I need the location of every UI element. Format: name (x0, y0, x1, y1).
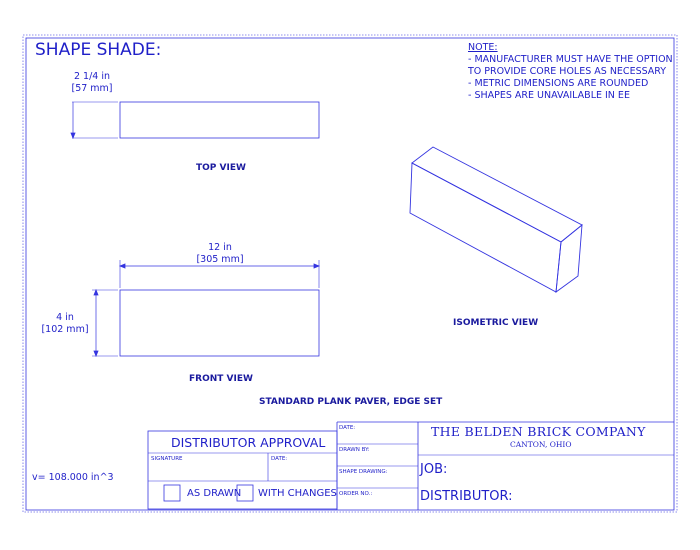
thickness-in: 2 1/4 in (73, 71, 111, 82)
as-drawn-label: AS DRAWN (187, 488, 242, 499)
shape-shade-title: SHAPE SHADE: (35, 40, 162, 60)
length-dimension (180, 242, 260, 266)
signature-label: SIGNATURE (151, 456, 183, 462)
volume-text: v= 108.000 in^3 (32, 472, 114, 483)
product-name: STANDARD PLANK PAVER, EDGE SET (259, 397, 443, 407)
note-line: - SHAPES ARE UNAVAILABLE IN EE (468, 90, 630, 101)
height-dim-arrow-bottom (94, 351, 98, 356)
order-no-label: ORDER NO.: (339, 491, 373, 497)
notes-block (468, 42, 673, 102)
height-dimension (36, 312, 94, 336)
company-name: THE BELDEN BRICK COMPANY (431, 424, 646, 439)
outer-border (23, 35, 677, 512)
note-heading: NOTE: (468, 42, 498, 53)
job-label: JOB: (420, 462, 448, 477)
isometric-brick (410, 147, 582, 292)
height-mm: [102 mm] (41, 324, 89, 335)
distributor-label: DISTRIBUTOR: (420, 489, 513, 504)
length-mm: [305 mm] (196, 254, 244, 265)
height-in: 4 in (56, 312, 74, 323)
isometric-view-label: ISOMETRIC VIEW (453, 318, 539, 328)
length-dim-arrow-left (120, 264, 125, 268)
date-label: DATE: (339, 425, 356, 431)
thickness-mm: [57 mm] (71, 83, 113, 94)
drawn-by-label: DRAWN BY: (339, 447, 370, 453)
shape-drawing-label: SHAPE DRAWING: (339, 469, 388, 475)
front-view-label: FRONT VIEW (189, 374, 253, 384)
note-line: - METRIC DIMENSIONS ARE ROUNDED (468, 78, 649, 89)
inner-border (26, 38, 674, 510)
note-line: - MANUFACTURER MUST HAVE THE OPTION (468, 54, 673, 65)
length-in: 12 in (208, 242, 232, 253)
as-drawn-checkbox (164, 485, 180, 501)
approval-title: DISTRIBUTOR APPROVAL (171, 435, 326, 450)
height-dim-arrow-top (94, 290, 98, 295)
with-changes-label: WITH CHANGES (258, 488, 337, 499)
note-line: TO PROVIDE CORE HOLES AS NECESSARY (468, 66, 667, 77)
length-dim-arrow-right (314, 264, 319, 268)
thickness-dimension (65, 71, 119, 95)
top-dim-arrow-down (71, 133, 75, 138)
company-location: CANTON, OHIO (510, 440, 572, 449)
approval-date-label: DATE: (271, 456, 288, 462)
top-view-label: TOP VIEW (196, 163, 246, 173)
top-view-rect (120, 102, 319, 138)
front-view-rect (120, 290, 319, 356)
